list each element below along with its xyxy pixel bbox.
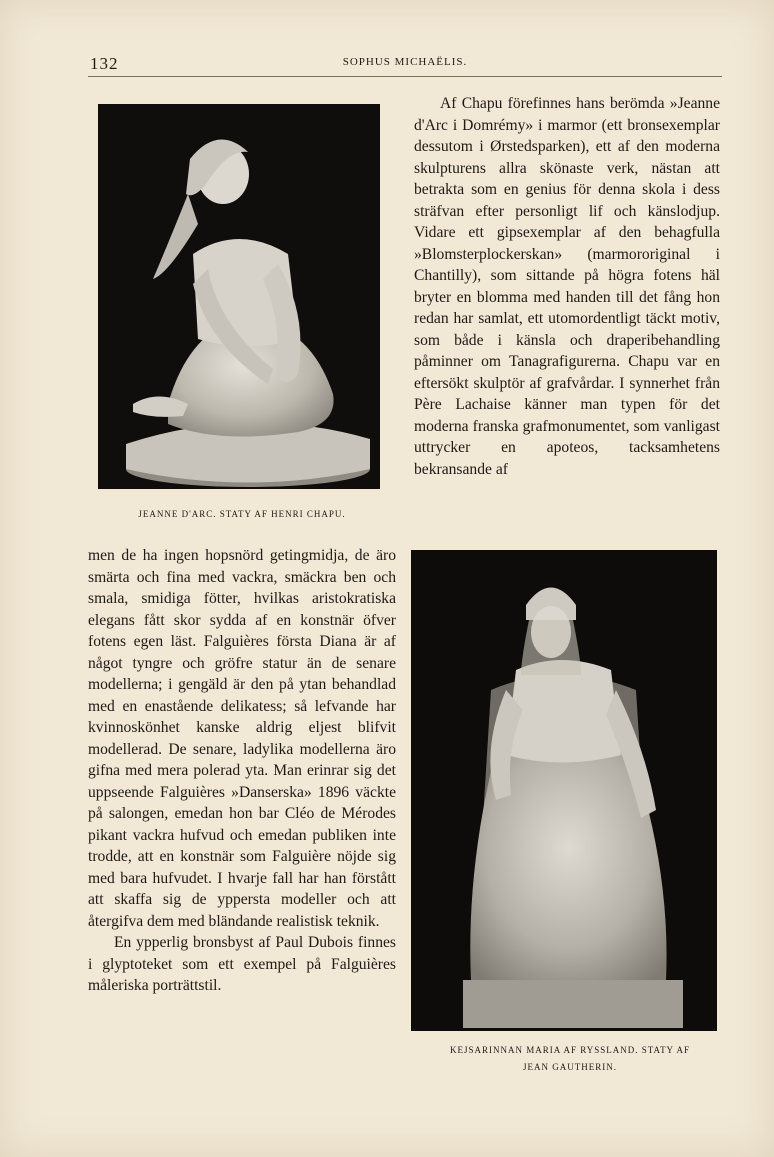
statue-kneeling-illustration xyxy=(98,104,380,489)
caption-line-1: KEJSARINNAN MARIA AF RYSSLAND. STATY AF xyxy=(450,1045,690,1055)
paragraph-chapu: Af Chapu förefinnes hans berömda »Jeanne d'Arc i Domrémy» i marmor (ett bronsexemplar dessutom i Ørstedsparken), ett af den moderna skulpturens allra skönaste verk, nästan att betrakta som en genius för denna skola i dess sträfvan efter personligt lif och känslodjup. Vidare ett gipsexemplar af den behagfulla »Blomsterplockerskan» (marmororiginal i Chantilly), som sittande på högra fotens häl bryter en blomma med handen till det fång hon redan har samlat, ett utomordentligt täckt motiv, som både i känsla och draperibehandling påminner om Tanagrafigurerna. Chapu var en eftersökt skulptör af grafvårdar. I synnerhet från Père Lachaise känner man typen för det moderna franska grafmonumentet, som vanligast uttrycker en apoteos, tacksamhetens bekransande af xyxy=(414,95,720,478)
empress-maria-statue-photo xyxy=(411,550,717,1031)
header-rule xyxy=(88,76,722,77)
paragraph-dubois: En ypperlig bronsbyst af Paul Dubois finnes i glyptoteket som ett exempel på Falguières måleriska porträttstil. xyxy=(88,934,396,994)
caption-line-2: JEAN GAUTHERIN. xyxy=(523,1062,617,1072)
right-column-text xyxy=(414,93,720,480)
page-number: 132 xyxy=(90,54,119,73)
figure-caption-jeanne-darc: JEANNE D'ARC. STATY AF HENRI CHAPU. xyxy=(138,509,346,519)
jeanne-darc-statue-photo xyxy=(98,104,380,489)
figure-caption-empress-maria xyxy=(410,1042,730,1076)
running-head: SOPHUS MICHAËLIS. xyxy=(342,56,468,68)
page-header xyxy=(88,50,722,72)
left-column-text xyxy=(88,545,396,997)
statue-seated-illustration xyxy=(411,550,717,1031)
paragraph-falguiere: men de ha ingen hopsnörd getingmidja, de äro smärta och fina med vackra, smäckra ben och smala, smidiga fötter, hvilkas aristokratiska elegans fått skor sydda af en konstnär öfver fotens egen läst. Falguières första Diana är af något tyngre och gröfre statur än de senare modellerna; i gengäld är den på ytan behandlad med en enastående delikatess; så lefvande har kvinnoskönhet kanske aldrig eljest blifvit modellerad. De senare, ladylika modellerna äro gifna med mera polerad yta. Man erinrar sig det uppseende Falguières »Danserska» 1896 väckte på salongen, emedan hon bar Cléo de Mérodes pikant vackra hufvud och emedan publiken inte trodde, att en konstnär som Falguière nöjde sig med bara hufvudet. I hvarje fall har han förstått att skaffa sig de yppersta modeller och att återgifva dem med bländande realistisk teknik. xyxy=(88,547,396,930)
